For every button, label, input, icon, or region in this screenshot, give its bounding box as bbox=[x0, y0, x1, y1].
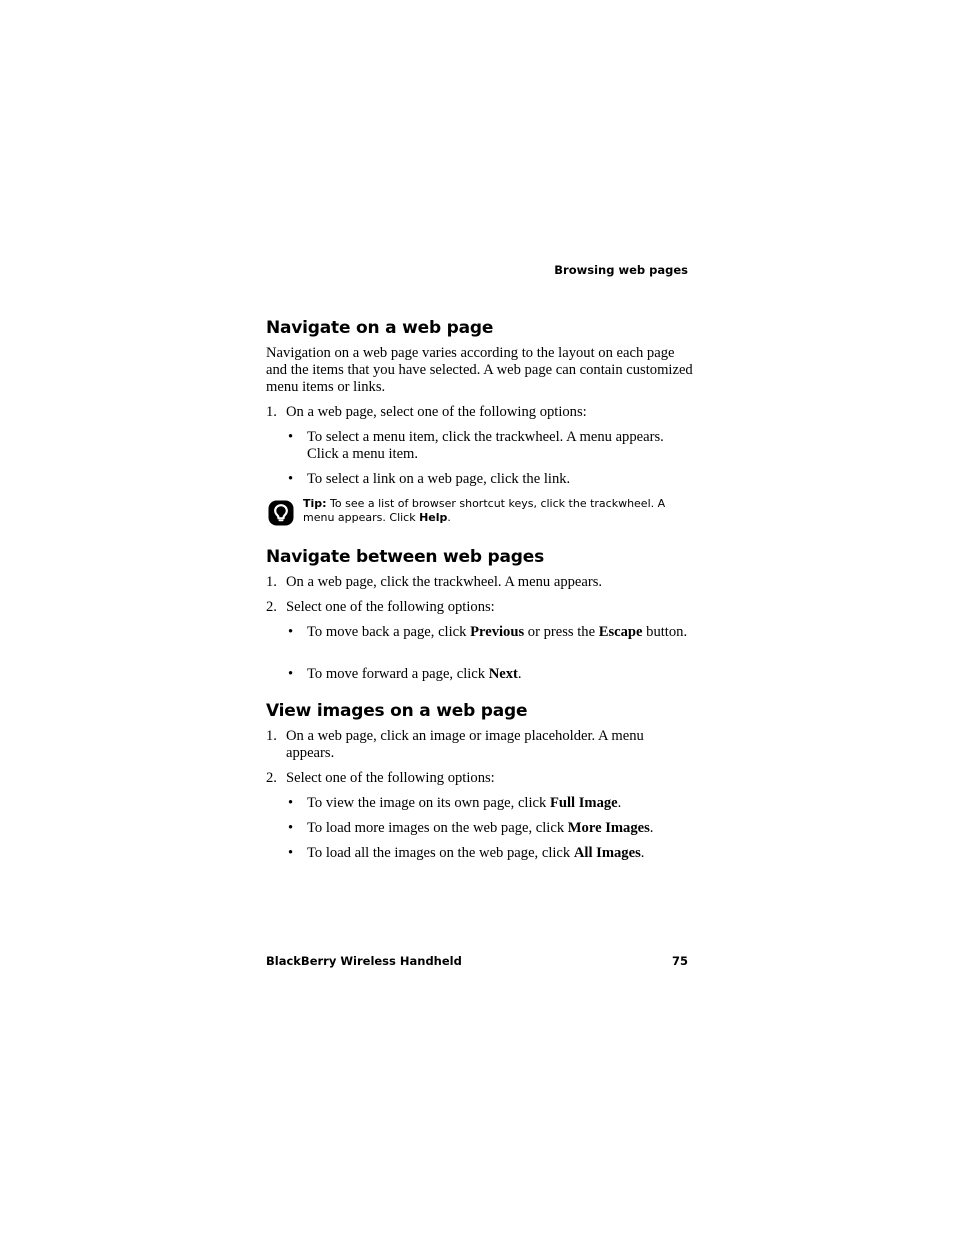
ui-term: More Images bbox=[567, 820, 650, 836]
step-text: On a web page, select one of the following options: bbox=[286, 404, 587, 420]
tip-label: Tip: bbox=[303, 497, 327, 510]
ui-term: All Images bbox=[573, 845, 641, 861]
tip-text bbox=[303, 497, 693, 524]
tip-body: To see a list of browser shortcut keys, click the trackwheel. A menu appears. Click bbox=[303, 497, 666, 524]
bullet-text: To select a menu item, click the trackwheel. A menu appears. Click a menu item. bbox=[307, 429, 664, 462]
bullet-marker: • bbox=[288, 624, 294, 640]
bullet-marker: • bbox=[288, 471, 294, 487]
bullet-marker: • bbox=[288, 795, 294, 811]
tip-help-term: Help bbox=[419, 510, 448, 524]
section-title-navigate-on-page: Navigate on a web page bbox=[266, 318, 494, 338]
tip-end: . bbox=[447, 510, 451, 524]
bullet-marker: • bbox=[288, 820, 294, 836]
bullet-text: To move back a page, click Previous or press the Escape button. bbox=[307, 624, 688, 640]
footer-page-number: 75 bbox=[671, 954, 688, 968]
bullet-marker: • bbox=[288, 845, 294, 861]
step-number: 2. bbox=[266, 599, 277, 615]
section-title-navigate-between-pages: Navigate between web pages bbox=[266, 547, 545, 567]
step-text: Select one of the following options: bbox=[286, 599, 495, 615]
tip-box bbox=[268, 497, 698, 529]
lightbulb-icon bbox=[268, 500, 294, 526]
bullet-text: To load more images on the web page, click More Images. bbox=[307, 820, 654, 836]
section-intro: Navigation on a web page varies according to the layout on each page and the items that you have selected. A web page can contain customized menu items or links. bbox=[266, 345, 693, 395]
step-number: 1. bbox=[266, 728, 277, 744]
bullet-marker: • bbox=[288, 429, 294, 445]
bullet-text: To move forward a page, click Next. bbox=[307, 666, 522, 682]
step-number: 1. bbox=[266, 574, 277, 590]
ui-term: Previous bbox=[470, 624, 525, 640]
step-text: On a web page, click the trackwheel. A menu appears. bbox=[286, 574, 603, 590]
ui-term: Full Image bbox=[549, 795, 618, 811]
step-number: 2. bbox=[266, 770, 277, 786]
bullet-marker: • bbox=[288, 666, 294, 682]
bullet-text: To load all the images on the web page, click All Images. bbox=[307, 845, 645, 861]
footer-book-title: BlackBerry Wireless Handheld bbox=[266, 954, 462, 968]
section-title-view-images: View images on a web page bbox=[266, 701, 528, 721]
step-number: 1. bbox=[266, 404, 277, 420]
bullet-text: To view the image on its own page, click Full Image. bbox=[307, 795, 622, 811]
ui-term: Escape bbox=[598, 624, 643, 640]
bullet-text: To select a link on a web page, click the link. bbox=[307, 471, 571, 487]
ui-term: Next bbox=[488, 666, 518, 682]
step-text: Select one of the following options: bbox=[286, 770, 495, 786]
step-text: On a web page, click an image or image placeholder. A menu appears. bbox=[286, 728, 644, 761]
running-head: Browsing web pages bbox=[554, 263, 688, 277]
